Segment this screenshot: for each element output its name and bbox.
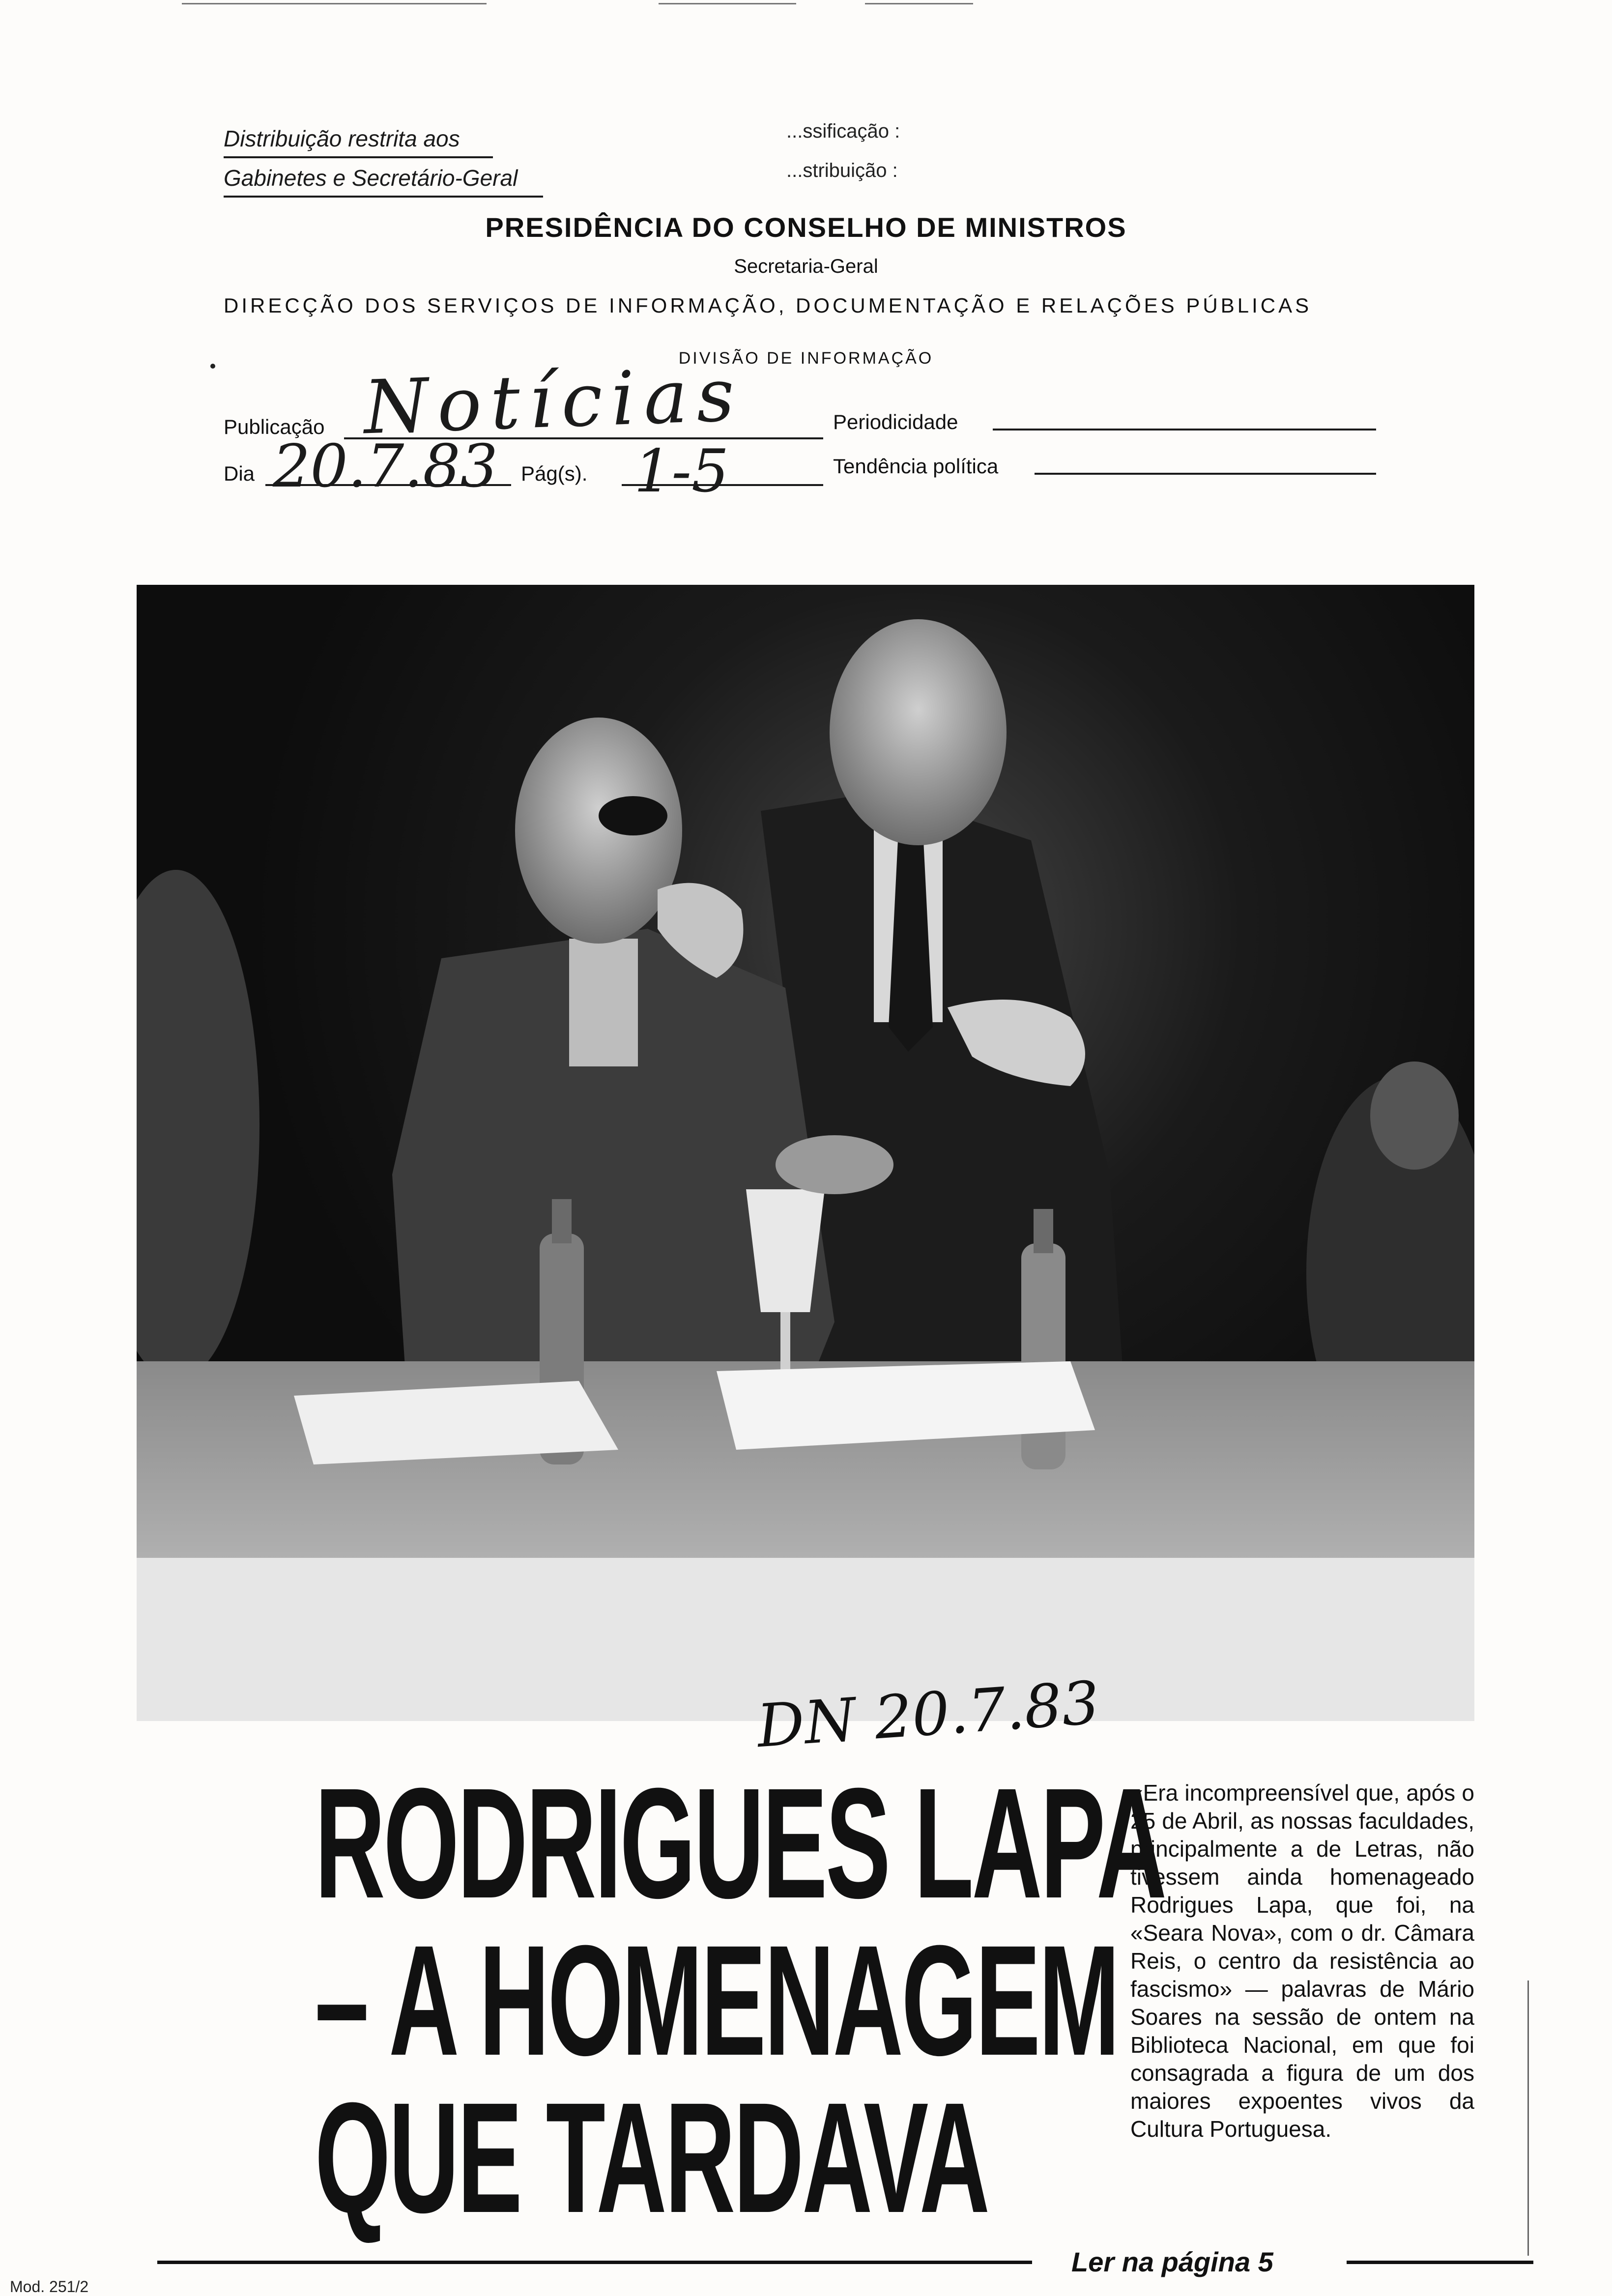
lead-paragraph: «Era incompreensível que, após o 25 de Abril, as nossas faculdades, principalmente a de Letras, não tivessem ainda homenageado Rodrigues Lapa, que foi, na «Seara Nova», com o dr. Câmara Reis, o centro da resistência ao fascismo» — palavras de Mário Soares na sessão de ontem na Biblioteca Nacional, em que foi consagrada a figura de um dos maiores expoentes vivos da Cultura Portuguesa. xyxy=(1130,1780,1474,2142)
newspaper-photograph xyxy=(137,585,1474,1721)
handwritten-date-stamp: DN 20.7.83 xyxy=(755,1668,1102,1761)
headline-line-3: QUE TARDAVA xyxy=(315,2069,988,2245)
issuing-body-subtitle: Secretaria-Geral xyxy=(734,256,878,277)
right-figure-head xyxy=(1370,1062,1459,1170)
distribution-label: ...stribuição : xyxy=(786,160,898,181)
scan-edge-mark xyxy=(182,3,487,4)
form-code: Mod. 251/2 xyxy=(10,2278,89,2296)
headline-line-1: RODRIGUES LAPA xyxy=(315,1755,1165,1931)
day-handwritten-value: 20.7.83 xyxy=(273,432,498,501)
publication-label: Publicação xyxy=(224,415,325,438)
headline-line-2: – A HOMENAGEM xyxy=(315,1912,1118,2088)
continue-on-page-note: Ler na página 5 xyxy=(1071,2246,1273,2277)
seated-man-glasses xyxy=(599,796,667,835)
bottom-rule-left xyxy=(157,2261,1032,2264)
division-name: DIVISÃO DE INFORMAÇÃO xyxy=(678,349,934,368)
periodicity-field-line xyxy=(993,429,1376,430)
seated-man-collar xyxy=(569,939,638,1066)
day-label: Dia xyxy=(224,462,255,485)
left-background-figure xyxy=(137,870,259,1381)
bottom-rule-right xyxy=(1347,2261,1533,2264)
political-tendency-field-line xyxy=(1035,473,1376,475)
restricted-underline xyxy=(224,156,493,158)
bottle-right xyxy=(1021,1243,1065,1469)
periodicity-label: Periodicidade xyxy=(833,410,958,433)
scan-edge-mark xyxy=(659,3,796,4)
publication-handwritten-value: Notícias xyxy=(362,352,745,451)
issuing-body-title: PRESIDÊNCIA DO CONSELHO DE MINISTROS xyxy=(485,212,1127,243)
column-margin-rule xyxy=(1527,1980,1529,2256)
directorate-name: DIRECÇÃO DOS SERVIÇOS DE INFORMAÇÃO, DOCUMENTAÇÃO E RELAÇÕES PÚBLICAS xyxy=(224,294,1312,317)
political-tendency-label: Tendência política xyxy=(833,455,999,478)
standing-man-head xyxy=(830,619,1007,845)
restricted-distribution-line1: Distribuição restrita aos xyxy=(224,126,460,151)
seated-man-head xyxy=(515,718,682,944)
restricted-underline xyxy=(224,196,543,198)
scan-edge-mark xyxy=(865,3,973,4)
classification-label: ...ssificação : xyxy=(786,120,900,142)
bottle-left-neck xyxy=(552,1199,572,1243)
restricted-distribution-line2: Gabinetes e Secretário-Geral xyxy=(224,165,518,191)
flower-arrangement xyxy=(776,1135,893,1194)
pages-handwritten-value: 1-5 xyxy=(634,437,729,506)
bottle-right-neck xyxy=(1034,1209,1053,1253)
pages-label: Pág(s). xyxy=(521,462,588,485)
papers-on-table xyxy=(294,1381,618,1464)
